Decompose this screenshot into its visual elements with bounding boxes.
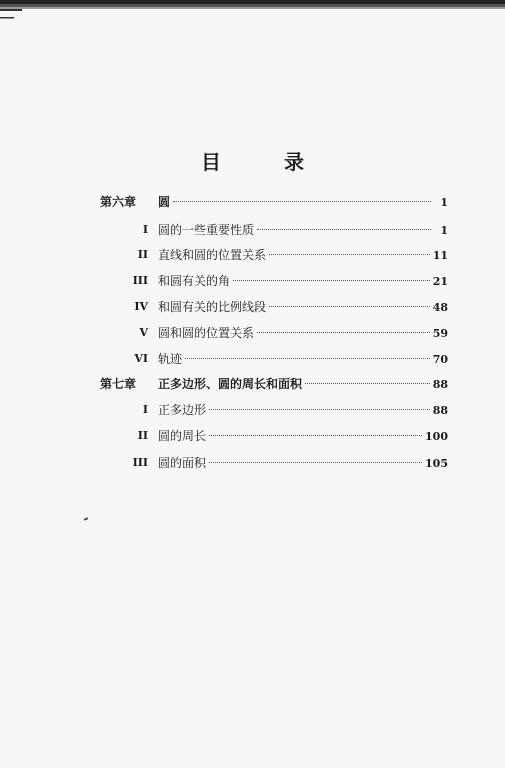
dot-leader: [257, 229, 431, 230]
dot-leader: [257, 332, 430, 333]
page-number: 11: [432, 249, 448, 262]
toc-entry: [158, 271, 448, 292]
toc-row-section: [0, 426, 505, 446]
toc-entry: [158, 220, 448, 241]
dot-leader: [269, 254, 430, 255]
section-label: II: [137, 248, 148, 261]
entry-title: 圆和圆的位置关系: [158, 326, 255, 340]
section-label: I: [142, 223, 148, 236]
toc-entry: [158, 192, 448, 213]
dot-leader: [185, 358, 430, 359]
entry-title: 和圆有关的比例线段: [158, 300, 267, 314]
dot-leader: [209, 435, 422, 436]
entry-title: 圆: [158, 195, 171, 209]
toc-entry: [158, 374, 448, 395]
page-number: 1: [440, 224, 448, 237]
section-label: II: [137, 429, 148, 442]
dot-leader: [233, 280, 430, 281]
dot-leader: [209, 462, 422, 463]
section-label: III: [132, 274, 148, 287]
toc-entry: [158, 323, 448, 344]
page-number: 88: [432, 378, 448, 391]
dot-leader: [269, 306, 430, 307]
toc-row-section: [0, 323, 505, 343]
ink-speck: [84, 517, 88, 521]
toc-row-section: [0, 220, 505, 240]
page-number: 88: [432, 404, 448, 417]
toc-row-section: [0, 271, 505, 291]
entry-title: 圆的一些重要性质: [158, 223, 255, 237]
toc-row-chapter-7: [0, 374, 505, 394]
scan-edge: [0, 0, 505, 24]
page-number: 70: [432, 353, 448, 366]
toc-row-section: [0, 453, 505, 473]
toc-row-section: [0, 245, 505, 265]
dot-leader: [209, 409, 430, 410]
page-title: 目 录: [201, 150, 332, 174]
dot-leader: [173, 201, 431, 202]
chapter-label: 第六章: [100, 195, 137, 209]
toc-row-section: [0, 400, 505, 420]
toc-entry: [158, 400, 448, 421]
dot-leader: [305, 383, 430, 384]
section-label: VI: [134, 352, 148, 365]
page-number: 1: [440, 196, 448, 209]
toc-row-section: [0, 349, 505, 369]
entry-title: 正多边形: [158, 403, 207, 417]
toc-entry: [158, 349, 448, 370]
section-label: I: [142, 403, 148, 416]
page-number: 59: [432, 327, 448, 340]
toc-entry: [158, 426, 448, 447]
section-label: III: [132, 456, 148, 469]
section-label: V: [139, 326, 148, 339]
entry-title: 轨迹: [158, 352, 183, 366]
toc-entry: [158, 245, 448, 266]
entry-title: 圆的周长: [158, 429, 207, 443]
page-number: 100: [425, 430, 448, 443]
entry-title: 正多边形、圆的周长和面积: [158, 377, 303, 391]
page-number: 21: [432, 275, 448, 288]
page-number: 48: [432, 301, 448, 314]
toc-entry: [158, 453, 448, 474]
chapter-label: 第七章: [100, 377, 137, 391]
entry-title: 和圆有关的角: [158, 274, 231, 288]
entry-title: 圆的面积: [158, 456, 207, 470]
toc-row-section: [0, 297, 505, 317]
page-number: 105: [425, 457, 448, 470]
entry-title: 直线和圆的位置关系: [158, 248, 267, 262]
toc-entry: [158, 297, 448, 318]
toc-row-chapter-6: [0, 192, 505, 212]
section-label: IV: [134, 300, 148, 313]
